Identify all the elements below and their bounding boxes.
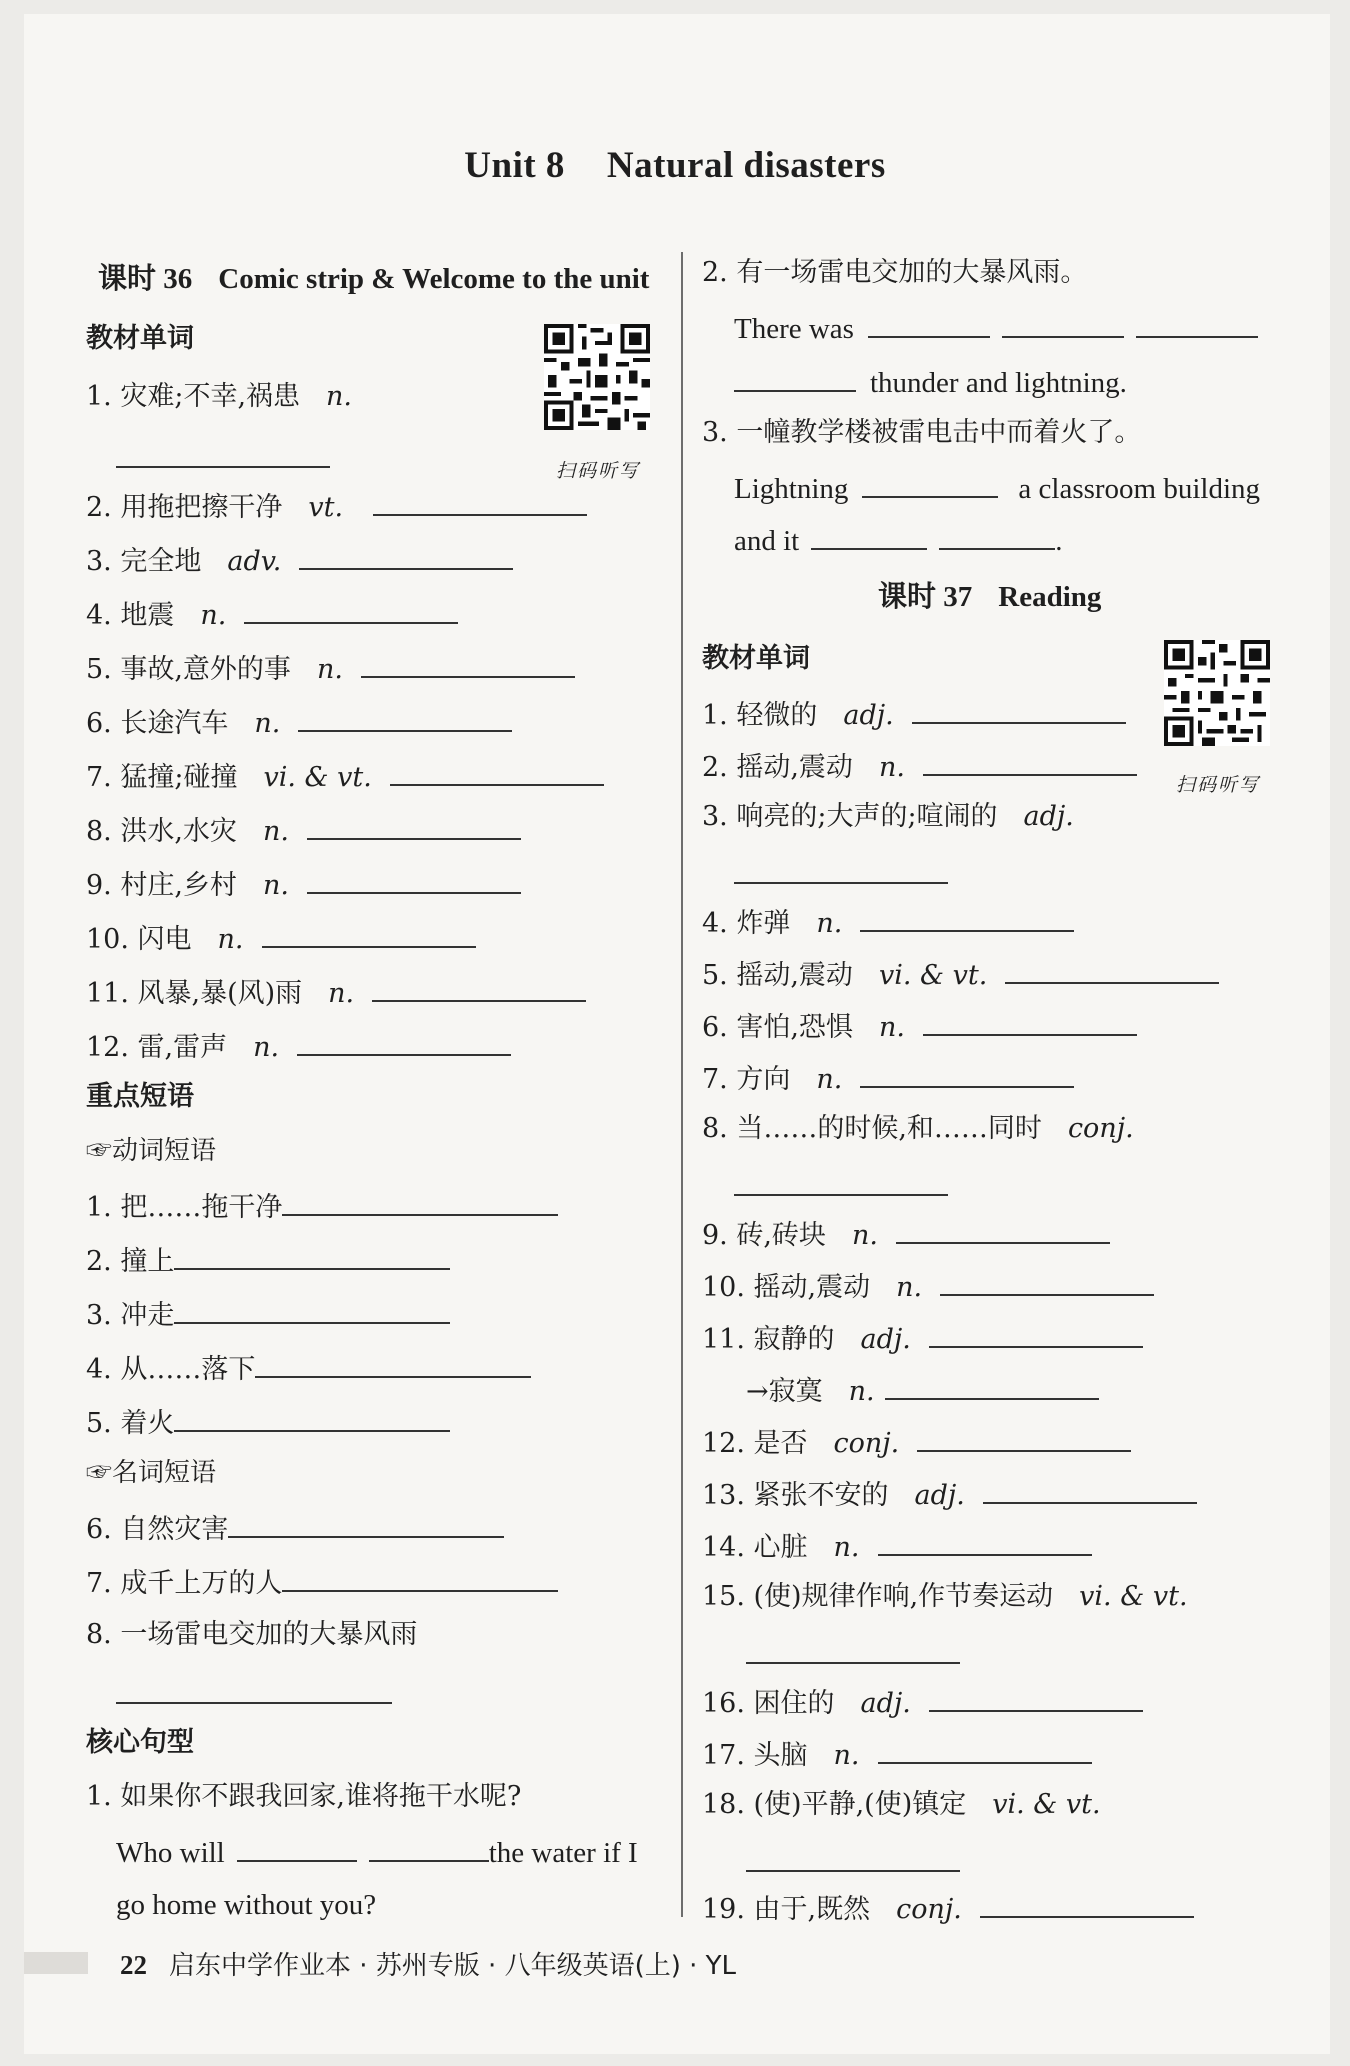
word-item: 12. 是否 conj. [702, 1424, 1131, 1461]
answer-blank[interactable] [369, 1834, 489, 1862]
word-item: 17. 头脑 n. [702, 1736, 1092, 1773]
answer-blank[interactable] [299, 542, 513, 570]
page-edge-mark [24, 1952, 88, 1974]
word-item: 8. 洪水,水灾 n. [86, 812, 521, 849]
answer-blank[interactable] [862, 470, 998, 498]
answer-blank[interactable] [912, 696, 1126, 724]
section-heading-words: 教材单词 [702, 643, 810, 674]
word-item: →寂寞 n. [746, 1372, 1099, 1409]
answer-blank[interactable] [878, 1528, 1092, 1556]
answer-blank[interactable] [297, 1028, 511, 1056]
word-item: 1. 灾难;不幸,祸患 n. [86, 381, 353, 412]
sentence-item: 2. 有一场雷电交加的大暴风雨。 [702, 257, 1088, 288]
word-item: 6. 害怕,恐惧 n. [702, 1008, 1137, 1045]
answer-blank[interactable] [255, 1350, 531, 1378]
lesson-36-heading: 课时 36 Comic strip & Welcome to the unit [98, 263, 650, 295]
scan-dictation-label: 扫码听写 [556, 460, 641, 482]
phrase-item: 6. 自然灾害 [86, 1510, 504, 1547]
sentence-item: thunder and lightning. [734, 364, 1127, 400]
phrase-item: 4. 从……落下 [86, 1350, 531, 1387]
section-heading-words: 教材单词 [86, 323, 194, 354]
answer-blank[interactable] [1005, 956, 1219, 984]
sentence-item: There was [734, 310, 1258, 346]
sentence-item: 1. 如果你不跟我回家,谁将拖干水呢? [86, 1781, 522, 1812]
word-item: 5. 摇动,震动 vi. & vt. [702, 956, 1219, 993]
answer-blank[interactable] [116, 440, 330, 468]
sentence-item: Lightning a classroom building [734, 470, 1260, 506]
answer-blank[interactable] [939, 522, 1055, 550]
word-item: 9. 村庄,乡村 n. [86, 866, 521, 903]
word-item: 11. 风暴,暴(风)雨 n. [86, 974, 586, 1011]
answer-blank[interactable] [860, 904, 1074, 932]
answer-blank[interactable] [860, 1060, 1074, 1088]
page-number: 22 [120, 1950, 147, 1980]
answer-blank[interactable] [734, 856, 948, 884]
section-heading-sentences: 核心句型 [86, 1727, 194, 1758]
answer-blank[interactable] [361, 650, 575, 678]
unit-number: Unit 8 [464, 145, 565, 186]
word-item [746, 1636, 960, 1673]
answer-blank[interactable] [116, 1676, 392, 1704]
answer-blank[interactable] [868, 310, 990, 338]
book-title: 启东中学作业本 · 苏州专版 · 八年级英语(上) · YL [169, 1951, 737, 1981]
word-item: 7. 方向 n. [702, 1060, 1074, 1097]
scan-dictation-label: 扫码听写 [1176, 774, 1261, 796]
word-item [734, 1168, 948, 1205]
answer-blank[interactable] [174, 1404, 450, 1432]
phrase-item: 8. 一场雷电交加的大暴风雨 [86, 1619, 418, 1650]
word-item: 3. 完全地 adv. [86, 542, 513, 579]
answer-blank[interactable] [885, 1372, 1099, 1400]
word-item: 1. 轻微的 adj. [702, 696, 1126, 733]
phrase-item [116, 1676, 392, 1713]
answer-blank[interactable] [372, 974, 586, 1002]
answer-blank[interactable] [896, 1216, 1110, 1244]
answer-blank[interactable] [262, 920, 476, 948]
answer-blank[interactable] [734, 1168, 948, 1196]
answer-blank[interactable] [746, 1844, 960, 1872]
subheading-verb-phrases: ☞动词短语 [86, 1136, 217, 1166]
word-item: 10. 摇动,震动 n. [702, 1268, 1154, 1305]
lesson-37-heading: 课时 37 Reading [878, 581, 1102, 613]
word-item: 9. 砖,砖块 n. [702, 1216, 1110, 1253]
word-item: 15. (使)规律作响,作节奏运动 vi. & vt. [702, 1581, 1188, 1612]
phrase-item: 5. 着火 [86, 1404, 450, 1441]
phrase-item: 2. 撞上 [86, 1242, 450, 1279]
answer-blank[interactable] [940, 1268, 1154, 1296]
sentence-item: go home without you? [116, 1889, 377, 1921]
word-item: 8. 当……的时候,和……同时 conj. [702, 1113, 1134, 1144]
word-item: 2. 摇动,震动 n. [702, 748, 1137, 785]
answer-blank[interactable] [237, 1834, 357, 1862]
answer-blank[interactable] [923, 748, 1137, 776]
word-item: 12. 雷,雷声 n. [86, 1028, 511, 1065]
word-item [746, 1844, 960, 1881]
word-item: 18. (使)平静,(使)镇定 vi. & vt. [702, 1789, 1101, 1820]
phrase-item: 1. 把……拖干净 [86, 1188, 558, 1225]
section-heading-phrases: 重点短语 [86, 1081, 194, 1112]
word-item: 2. 用拖把擦干净 vt. [86, 488, 587, 525]
subheading-noun-phrases: ☞名词短语 [86, 1458, 217, 1488]
sentence-item: Who will the water if I [116, 1834, 638, 1870]
answer-blank[interactable] [1136, 310, 1258, 338]
answer-blank[interactable] [746, 1636, 960, 1664]
answer-blank[interactable] [923, 1008, 1137, 1036]
answer-blank[interactable] [307, 812, 521, 840]
answer-blank[interactable] [811, 522, 927, 550]
answer-blank[interactable] [174, 1296, 450, 1324]
word-item: 6. 长途汽车 n. [86, 704, 512, 741]
answer-blank[interactable] [174, 1242, 450, 1270]
answer-blank[interactable] [282, 1188, 558, 1216]
answer-blank[interactable] [307, 866, 521, 894]
answer-blank[interactable] [929, 1684, 1143, 1712]
answer-blank[interactable] [373, 488, 587, 516]
word-item [734, 856, 948, 893]
answer-blank[interactable] [929, 1320, 1143, 1348]
answer-blank[interactable] [298, 704, 512, 732]
answer-blank[interactable] [980, 1890, 1194, 1918]
answer-blank[interactable] [244, 596, 458, 624]
column-divider [681, 252, 683, 1917]
word-item: 13. 紧张不安的 adj. [702, 1476, 1197, 1513]
phrase-item: 3. 冲走 [86, 1296, 450, 1333]
unit-topic: Natural disasters [606, 145, 886, 186]
answer-blank[interactable] [983, 1476, 1197, 1504]
word-item: 16. 困住的 adj. [702, 1684, 1143, 1721]
word-item: 4. 炸弹 n. [702, 904, 1074, 941]
sentence-item: 3. 一幢教学楼被雷电击中而着火了。 [702, 417, 1142, 448]
qr-code-icon[interactable] [1164, 640, 1270, 746]
phrase-item: 7. 成千上万的人 [86, 1564, 558, 1601]
word-item: 3. 响亮的;大声的;喧闹的 adj. [702, 801, 1074, 832]
word-item [116, 440, 330, 477]
word-item: 5. 事故,意外的事 n. [86, 650, 575, 687]
answer-blank[interactable] [390, 758, 604, 786]
answer-blank[interactable] [228, 1510, 504, 1538]
word-item: 14. 心脏 n. [702, 1528, 1092, 1565]
word-item: 4. 地震 n. [86, 596, 458, 633]
word-item: 19. 由于,既然 conj. [702, 1890, 1194, 1927]
answer-blank[interactable] [1002, 310, 1124, 338]
word-item: 10. 闪电 n. [86, 920, 476, 957]
sentence-item: and it . [734, 522, 1063, 558]
answer-blank[interactable] [282, 1564, 558, 1592]
unit-title [0, 144, 1350, 187]
qr-code-icon[interactable] [544, 324, 650, 430]
word-item: 11. 寂静的 adj. [702, 1320, 1143, 1357]
answer-blank[interactable] [734, 364, 856, 392]
answer-blank[interactable] [917, 1424, 1131, 1452]
answer-blank[interactable] [878, 1736, 1092, 1764]
word-item: 7. 猛撞;碰撞 vi. & vt. [86, 758, 604, 795]
page-footer [120, 1945, 736, 1982]
